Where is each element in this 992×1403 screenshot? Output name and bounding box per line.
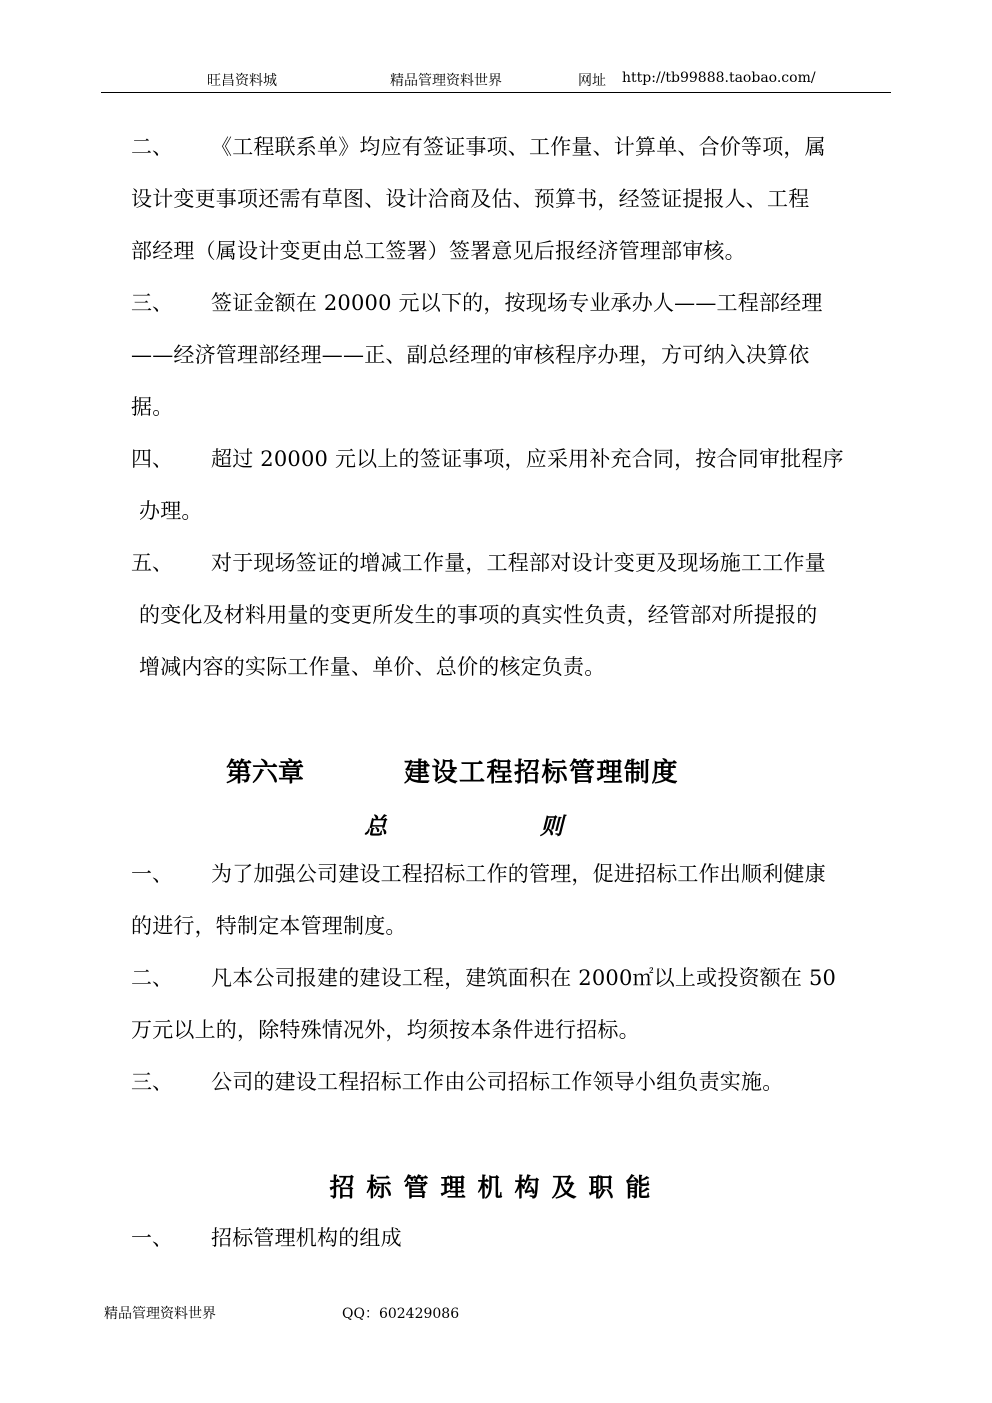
item-number: 二、 xyxy=(131,966,173,990)
paragraph-line: 部经理（属设计变更由总工签署）签署意见后报经济管理部审核。 xyxy=(131,239,746,263)
page-header xyxy=(0,70,992,92)
header-divider xyxy=(101,92,891,93)
paragraph-line: 的变化及材料用量的变更所发生的事项的真实性负责，经管部对所提报的 xyxy=(139,603,818,627)
footer-qq: QQ：602429086 xyxy=(342,1306,460,1322)
paragraph-line: 凡本公司报建的建设工程，建筑面积在 2000㎡以上或投资额在 50 xyxy=(211,966,837,990)
chapter-heading xyxy=(0,752,992,796)
section-heading: 招标管理机构及职能 xyxy=(329,1173,663,1202)
paragraph-line: 万元以上的，除特殊情况外，均须按本条件进行招标。 xyxy=(131,1018,640,1042)
item-number: 五、 xyxy=(131,551,173,575)
paragraph-line: 签证金额在 20000 元以下的，按现场专业承办人——工程部经理 xyxy=(211,291,823,315)
paragraph-line: 招标管理机构的组成 xyxy=(211,1226,402,1250)
item-number: 三、 xyxy=(131,1070,173,1094)
paragraph-line: 公司的建设工程招标工作由公司招标工作领导小组负责实施。 xyxy=(211,1070,784,1094)
footer-site-name: 精品管理资料世界 xyxy=(104,1306,216,1322)
item-number: 三、 xyxy=(131,291,173,315)
paragraph-line: 为了加强公司建设工程招标工作的管理，促进招标工作出顺利健康 xyxy=(211,862,826,886)
paragraph-line: 办理。 xyxy=(139,499,203,523)
item-number: 一、 xyxy=(131,1226,173,1250)
paragraph-line: 增减内容的实际工作量、单价、总价的核定负责。 xyxy=(139,655,606,679)
item-number: 四、 xyxy=(131,447,173,471)
subheading-part-1: 总 xyxy=(364,813,387,840)
chapter-number: 第六章 xyxy=(226,758,305,788)
subheading-part-2: 则 xyxy=(540,813,563,840)
paragraph-line: 据。 xyxy=(131,395,174,419)
paragraph-line: ——经济管理部经理——正、副总经理的审核程序办理，方可纳入决算依 xyxy=(131,343,810,367)
paragraph-line: 设计变更事项还需有草图、设计洽商及估、预算书，经签证提报人、工程 xyxy=(131,187,810,211)
header-world-name: 精品管理资料世界 xyxy=(390,73,502,89)
item-number: 二、 xyxy=(131,135,173,159)
header-url-label: 网址 xyxy=(578,73,606,89)
item-number: 一、 xyxy=(131,862,173,886)
paragraph-line: 的进行，特制定本管理制度。 xyxy=(131,914,407,938)
header-url: http://tb99888.taobao.com/ xyxy=(622,70,816,86)
paragraph-line: 对于现场签证的增减工作量，工程部对设计变更及现场施工工作量 xyxy=(211,551,826,575)
header-site-name: 旺昌资料城 xyxy=(207,73,277,89)
paragraph-line: 《工程联系单》均应有签证事项、工作量、计算单、合价等项，属 xyxy=(211,135,826,159)
chapter-title: 建设工程招标管理制度 xyxy=(404,758,680,788)
paragraph-line: 超过 20000 元以上的签证事项，应采用补充合同，按合同审批程序 xyxy=(211,447,844,471)
